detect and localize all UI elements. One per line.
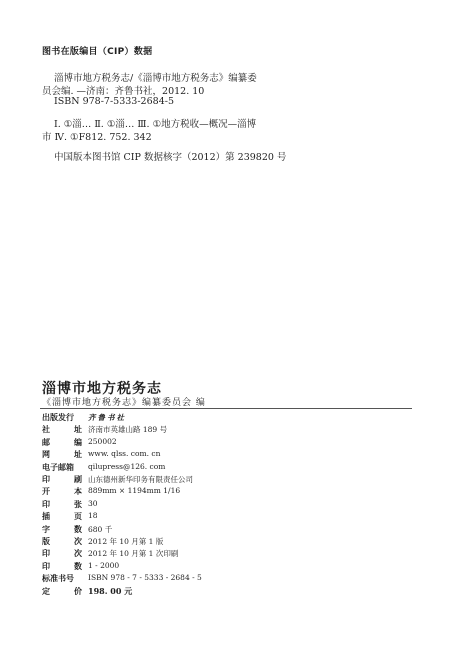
book-title: 淄博市地方税务志 <box>42 381 162 397</box>
cip-heading: 图书在版编目（CIP）数据 <box>42 47 153 57</box>
colophon-value: 山东德州新华印务有限责任公司 <box>88 475 193 484</box>
cip-line-1: 淄博市地方税务志/《淄博市地方税务志》编纂委 <box>54 73 257 84</box>
colophon-value: 250002 <box>88 436 117 446</box>
colophon-row <box>42 511 402 523</box>
colophon-label: 插 页 <box>42 512 82 522</box>
colophon-label: 印 次 <box>42 549 82 559</box>
colophon-row <box>42 462 402 474</box>
colophon-label: 社 址 <box>42 425 82 435</box>
colophon-value: 198. 00 元 <box>88 585 133 596</box>
colophon-value: qilupress@126. com <box>88 461 166 471</box>
cip-isbn: ISBN 978-7-5333-2684-5 <box>54 96 174 107</box>
colophon-row <box>42 474 402 486</box>
colophon-label: 印 刷 <box>42 475 82 484</box>
colophon-label: 印 张 <box>42 499 82 509</box>
colophon-value: 30 <box>88 498 98 508</box>
colophon-value: 889mm × 1194mm 1/16 <box>88 486 181 496</box>
colophon-value: 济南市英雄山路 189 号 <box>88 425 168 435</box>
cip-record-number: 中国版本图书馆 CIP 数据核字（2012）第 239820 号 <box>54 152 287 163</box>
colophon-label: 定 价 <box>42 586 82 596</box>
colophon-value: www. qlss. com. cn <box>88 449 161 459</box>
cip-classification-1: Ⅰ. ①淄… Ⅱ. ①淄… Ⅲ. ①地方税收—概况—淄博 <box>54 119 257 130</box>
colophon-row <box>42 524 402 536</box>
cip-line-2: 员会编. —济南：齐鲁书社，2012. 10 <box>42 86 205 97</box>
colophon-value: 1 - 2000 <box>88 560 120 570</box>
colophon-row <box>42 449 402 461</box>
colophon-row <box>42 486 402 498</box>
colophon-label: 网 址 <box>42 450 82 460</box>
colophon-label: 标准书号 <box>42 574 74 584</box>
colophon-row <box>42 499 402 511</box>
publisher-logo: 齐鲁书社 <box>88 413 126 422</box>
colophon-label: 印 数 <box>42 561 82 571</box>
colophon-label: 邮 编 <box>42 437 82 447</box>
colophon-row <box>42 424 402 436</box>
colophon-row <box>42 573 402 585</box>
colophon-row <box>42 437 402 449</box>
colophon-label: 版 次 <box>42 537 82 546</box>
book-compiler: 《淄博市地方税务志》编纂委员会 编 <box>42 398 206 408</box>
colophon-row <box>42 536 402 548</box>
cip-classification-2: 市 Ⅳ. ①F812. 752. 342 <box>42 132 152 143</box>
colophon-label: 字 数 <box>42 524 82 534</box>
colophon-value: 2012 年 10 月第 1 次印刷 <box>88 549 179 559</box>
colophon-label: 开 本 <box>42 487 82 497</box>
colophon-row <box>42 586 402 598</box>
colophon-row <box>42 561 402 573</box>
colophon-row <box>42 548 402 560</box>
colophon-label: 电子邮箱 <box>42 462 74 472</box>
colophon-value: 680 千 <box>88 524 113 534</box>
colophon-label: 出版发行 <box>42 413 74 422</box>
colophon-row <box>42 412 402 424</box>
colophon-value: 2012 年 10 月第 1 版 <box>88 537 164 546</box>
colophon-value: ISBN 978 - 7 - 5333 - 2684 - 5 <box>88 573 202 583</box>
colophon-value: 18 <box>88 511 98 521</box>
divider <box>40 408 412 409</box>
